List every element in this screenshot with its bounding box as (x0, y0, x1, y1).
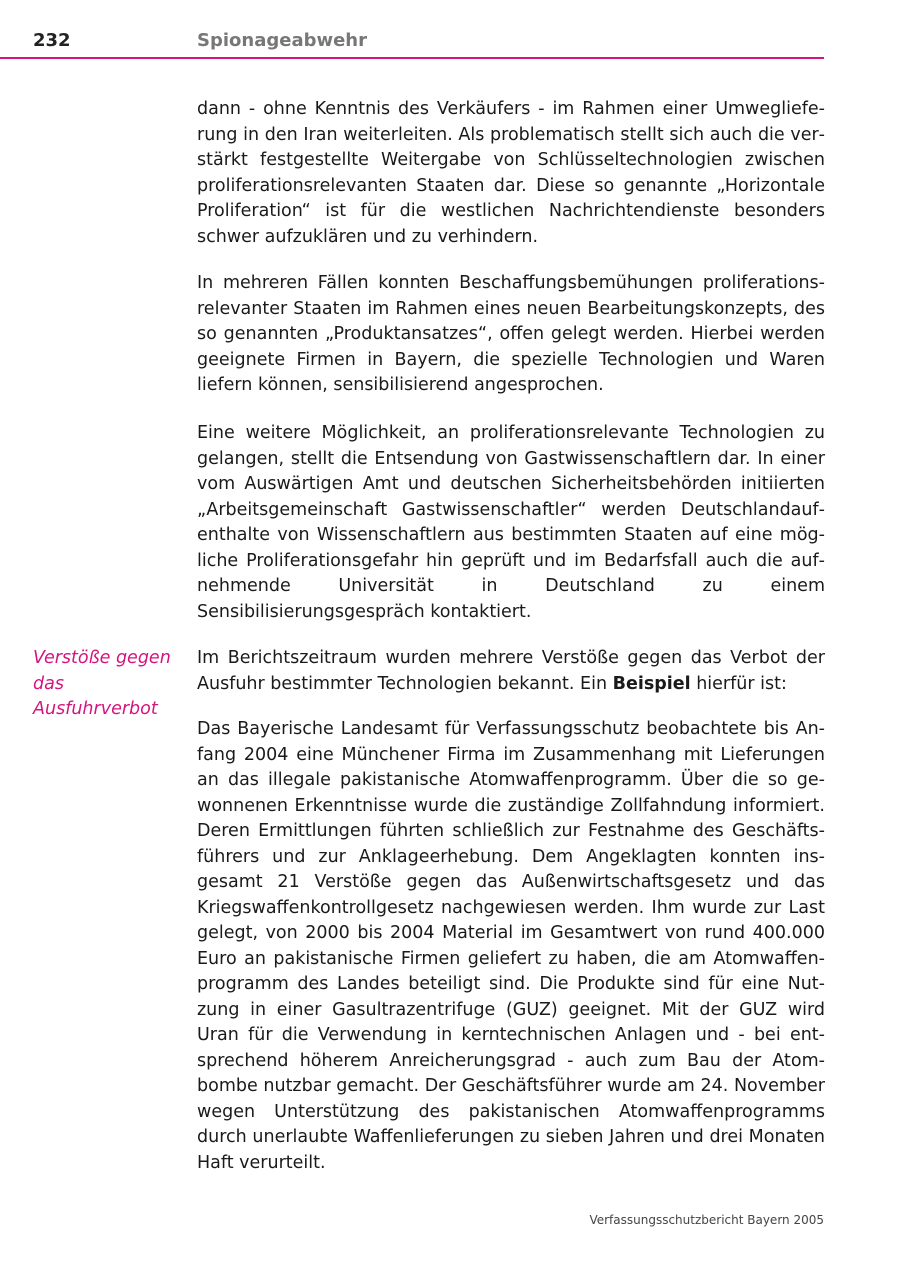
paragraph-2: In mehreren Fällen konnten Beschaffungsbemühungen proliferationsrelevanter Staaten im Rahmen eines neuen Bearbeitungskonzepts, des so genannten „Produktansatzes“, offen gelegt werden. Hierbei werden geeignete Firmen in Bayern, die spezielle Technologien und Waren liefern können, sensibilisierend angesprochen. (197, 273, 825, 395)
paragraph-5: Das Bayerische Landesamt für Verfassungsschutz beobachtete bis Anfang 2004 eine Münchener Firma im Zusammenhang mit Lieferungen an das illegale pakistanische Atomwaffenprogramm. Über die so gewonnenen Erkenntnisse wurde die zuständige Zollfahndung informiert. Deren Ermittlungen führten schließlich zur Festnahme des Geschäftsführers und zur Anklageerhebung. Dem Angeklagten konnten insgesamt 21 Verstöße gegen das Außenwirtschaftsgesetz und das Kriegswaffenkontrollgesetz nachgewiesen werden. Ihm wurde zur Last gelegt, von 2000 bis 2004 Material im Gesamtwert von rund 400.000 Euro an pakistanische Firmen geliefert zu haben, die am Atomwaffenprogramm des Landes beteiligt sind. Die Produkte sind für eine Nutzung in einer Gasultrazentrifuge (GUZ) geeignet. Mit der GUZ wird Uran für die Verwendung in kerntechnischen Anlagen und - bei entsprechend höherem Anreicherungsgrad - auch zum Bau der Atombombe nutzbar gemacht. Der Geschäftsführer wurde am 24. November wegen Unterstützung des pakistanischen Atomwaffenprogramms durch unerlaubte Waffenlieferungen zu sieben Jahren und drei Monaten Haft verurteilt. (197, 719, 825, 1173)
page-number: 232 (33, 30, 71, 51)
paragraph-1: dann - ohne Kenntnis des Verkäufers - im Rahmen einer Umweglieferung in den Iran weiterleiten. Als problematisch stellt sich auch die verstärkt festgestellte Weitergabe von Schlüsseltechnologien zwischen proliferationsrelevanten Staaten dar. Diese so genannte „Horizontale Proliferation“ ist für die westlichen Nachrichtendienste besonders schwer aufzuklären und zu verhindern. (197, 99, 825, 247)
margin-note-line-2: das Ausfuhrverbot (33, 673, 158, 719)
paragraph-4-emphasis: Beispiel (612, 673, 691, 694)
paragraph-4-text: Im Berichtszeitraum wurden mehrere Verstöße gegen das Verbot der Ausfuhr bestimmter Technologien bekannt. Ein (197, 648, 825, 694)
margin-note (33, 646, 193, 723)
paragraph-4 (197, 646, 825, 697)
margin-note-line-1: Verstöße gegen (33, 648, 171, 668)
section-title: Spionageabwehr (197, 30, 367, 51)
paragraph-4-text-end: hierfür ist: (690, 673, 787, 694)
page-footer: Verfassungsschutzbericht Bayern 2005 (589, 1213, 824, 1227)
paragraph-3: Eine weitere Möglichkeit, an proliferationsrelevante Technologien zu gelangen, stellt die Entsendung von Gastwissenschaftlern dar. In einer vom Auswärtigen Amt und deutschen Sicherheitsbehörden initiierten „Arbeitsgemeinschaft Gastwissenschaftler“ werden Deutschlandaufenthalte von Wissenschaftlern aus bestimmten Staaten auf eine mögliche Proliferationsgefahr hin geprüft und im Bedarfsfall auch die aufnehmende Universität in Deutschland zu einem Sensibilisierungsgespräch kontaktiert. (197, 423, 825, 622)
header-divider (0, 57, 824, 59)
